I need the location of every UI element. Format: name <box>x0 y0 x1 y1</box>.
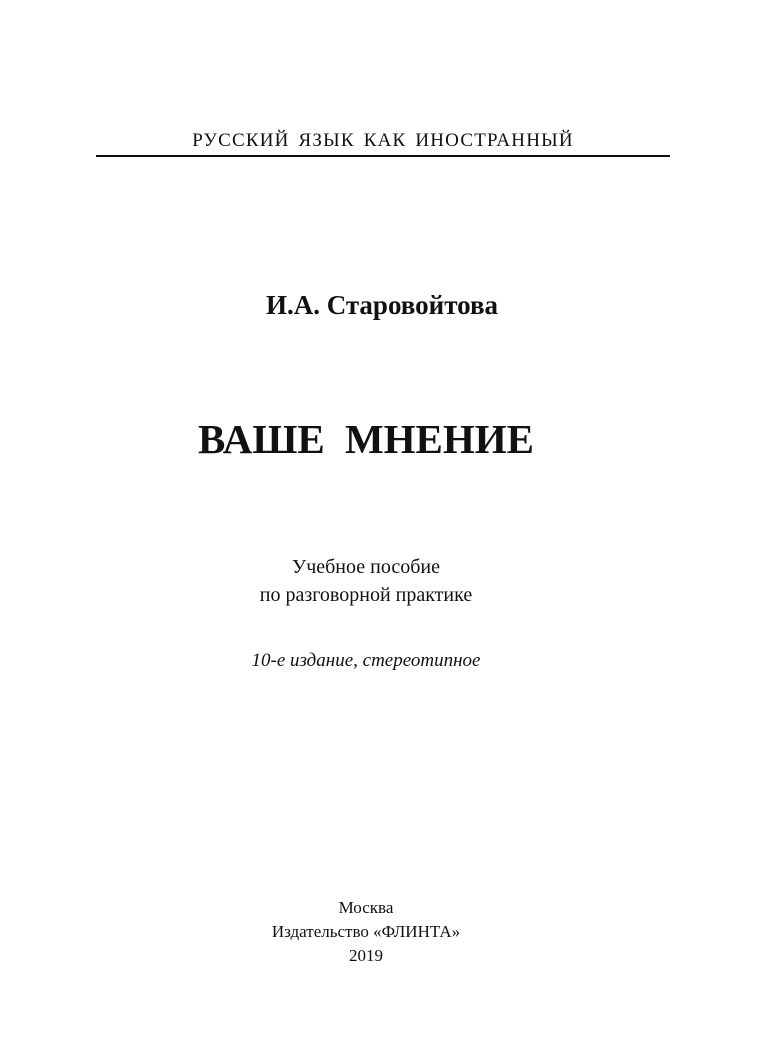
book-subtitle <box>0 553 732 609</box>
imprint-year: 2019 <box>349 946 383 965</box>
publisher-imprint <box>0 896 732 968</box>
author-name: И.А. Старовойтова <box>265 290 499 320</box>
imprint-city: Москва <box>338 898 394 917</box>
subtitle-line-2: по разговорной практике <box>259 584 473 606</box>
series-title: РУССКИЙ ЯЗЫК КАК ИНОСТРАННЫЙ <box>192 130 574 151</box>
subtitle-line-1: Учебное пособие <box>292 556 440 578</box>
edition-note: 10-е издание, стереотипное <box>251 650 481 671</box>
series-divider-line <box>96 155 670 157</box>
book-title: ВАШЕ МНЕНИЕ <box>197 416 535 462</box>
imprint-publisher: Издательство «ФЛИНТА» <box>271 922 461 941</box>
